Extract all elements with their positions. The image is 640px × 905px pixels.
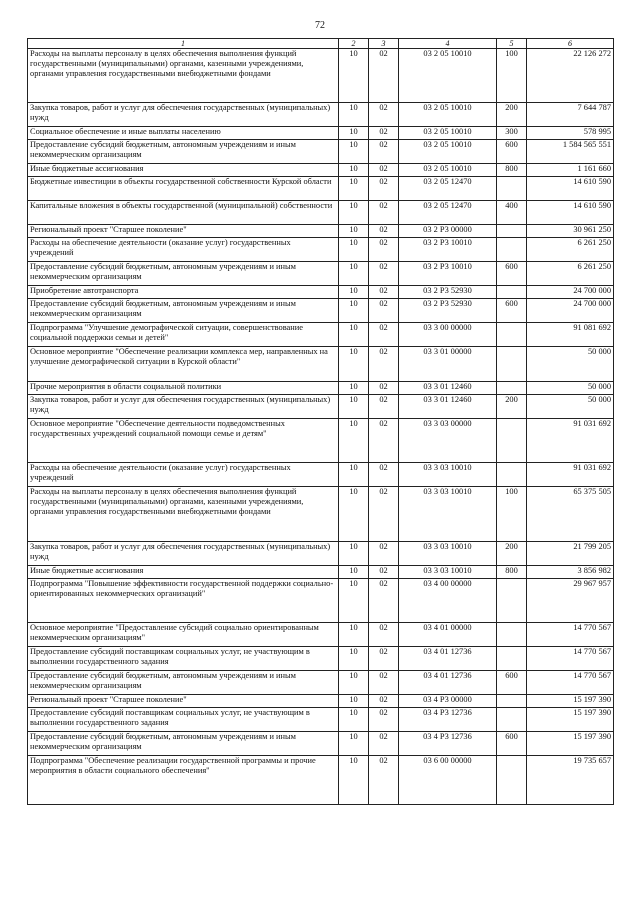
row-expense-type [497, 756, 527, 805]
row-amount: 24 700 000 [527, 286, 614, 299]
row-subsection: 02 [369, 542, 399, 566]
table-row [28, 323, 614, 347]
row-expense-type [497, 579, 527, 623]
row-subsection: 02 [369, 566, 399, 579]
row-target-code: 03 2 05 12470 [399, 201, 497, 225]
table-row [28, 566, 614, 579]
row-subsection: 02 [369, 140, 399, 164]
table-row [28, 542, 614, 566]
row-subsection: 02 [369, 463, 399, 487]
row-section: 10 [339, 323, 369, 347]
row-section: 10 [339, 487, 369, 542]
table-row [28, 225, 614, 238]
row-section: 10 [339, 382, 369, 395]
header-cell: 3 [369, 39, 399, 49]
row-section: 10 [339, 238, 369, 262]
row-name: Предоставление субсидий поставщикам социальных услуг, не участвующим в выполнении государственного задания [28, 708, 339, 732]
row-subsection: 02 [369, 127, 399, 140]
row-expense-type: 600 [497, 732, 527, 756]
row-section: 10 [339, 732, 369, 756]
row-section: 10 [339, 299, 369, 323]
row-section: 10 [339, 127, 369, 140]
row-expense-type [497, 323, 527, 347]
row-amount: 15 197 390 [527, 708, 614, 732]
budget-table [27, 38, 614, 805]
table-row [28, 286, 614, 299]
row-name: Социальное обеспечение и иные выплаты населению [28, 127, 339, 140]
row-amount: 578 995 [527, 127, 614, 140]
row-subsection: 02 [369, 262, 399, 286]
table-row [28, 623, 614, 647]
row-expense-type [497, 177, 527, 201]
row-expense-type: 200 [497, 103, 527, 127]
row-target-code: 03 2 05 12470 [399, 177, 497, 201]
row-name: Расходы на выплаты персоналу в целях обеспечения выполнения функций государственными (муниципальными) органами, казенными учреждениями, органами управления государственными внебюджетными фондами [28, 487, 339, 542]
row-subsection: 02 [369, 695, 399, 708]
row-amount: 19 735 657 [527, 756, 614, 805]
row-section: 10 [339, 419, 369, 463]
row-subsection: 02 [369, 647, 399, 671]
row-amount: 22 126 272 [527, 49, 614, 103]
row-subsection: 02 [369, 347, 399, 382]
row-subsection: 02 [369, 756, 399, 805]
row-section: 10 [339, 140, 369, 164]
table-row [28, 463, 614, 487]
header-cell: 1 [28, 39, 339, 49]
row-target-code: 03 4 01 12736 [399, 671, 497, 695]
row-name: Бюджетные инвестиции в объекты государственной собственности Курской области [28, 177, 339, 201]
row-amount: 14 770 567 [527, 671, 614, 695]
row-section: 10 [339, 395, 369, 419]
table-header-row [28, 39, 614, 49]
row-name: Закупка товаров, работ и услуг для обеспечения государственных (муниципальных) нужд [28, 103, 339, 127]
row-subsection: 02 [369, 732, 399, 756]
row-name: Закупка товаров, работ и услуг для обеспечения государственных (муниципальных) нужд [28, 395, 339, 419]
row-target-code: 03 3 01 12460 [399, 395, 497, 419]
row-name: Закупка товаров, работ и услуг для обеспечения государственных (муниципальных) нужд [28, 542, 339, 566]
row-target-code: 03 4 01 12736 [399, 647, 497, 671]
row-target-code: 03 4 P3 12736 [399, 732, 497, 756]
header-cell: 6 [527, 39, 614, 49]
row-name: Основное мероприятие "Обеспечение реализации комплекса мер, направленных на улучшение демографической ситуации в Курской области" [28, 347, 339, 382]
table-row [28, 140, 614, 164]
row-amount: 24 700 000 [527, 299, 614, 323]
row-name: Основное мероприятие "Обеспечение деятельности подведомственных государственных учреждений социальной помощи семье и детям" [28, 419, 339, 463]
row-expense-type [497, 419, 527, 463]
row-subsection: 02 [369, 177, 399, 201]
row-section: 10 [339, 262, 369, 286]
row-subsection: 02 [369, 671, 399, 695]
table-row [28, 347, 614, 382]
row-subsection: 02 [369, 299, 399, 323]
row-section: 10 [339, 671, 369, 695]
row-name: Предоставление субсидий бюджетным, автономным учреждениям и иным некоммерческим организациям [28, 299, 339, 323]
row-target-code: 03 3 00 00000 [399, 323, 497, 347]
table-row [28, 579, 614, 623]
table-row [28, 708, 614, 732]
row-amount: 29 967 957 [527, 579, 614, 623]
row-target-code: 03 2 P3 00000 [399, 225, 497, 238]
row-target-code: 03 2 05 10010 [399, 164, 497, 177]
row-target-code: 03 3 03 10010 [399, 566, 497, 579]
row-amount: 1 584 565 551 [527, 140, 614, 164]
row-amount: 50 000 [527, 347, 614, 382]
row-amount: 91 031 692 [527, 419, 614, 463]
row-amount: 6 261 250 [527, 262, 614, 286]
row-target-code: 03 3 01 00000 [399, 347, 497, 382]
table-row [28, 647, 614, 671]
row-name: Расходы на обеспечение деятельности (оказание услуг) государственных учреждений [28, 238, 339, 262]
row-section: 10 [339, 708, 369, 732]
table-row [28, 419, 614, 463]
row-name: Подпрограмма "Повышение эффективности государственной поддержки социально-ориентированных некоммерческих организаций" [28, 579, 339, 623]
row-amount: 30 961 250 [527, 225, 614, 238]
row-section: 10 [339, 103, 369, 127]
table-row [28, 695, 614, 708]
row-expense-type [497, 225, 527, 238]
row-expense-type [497, 647, 527, 671]
row-name: Предоставление субсидий бюджетным, автономным учреждениям и иным некоммерческим организациям [28, 671, 339, 695]
row-expense-type [497, 623, 527, 647]
table-row [28, 103, 614, 127]
row-section: 10 [339, 756, 369, 805]
row-expense-type [497, 347, 527, 382]
table-row [28, 238, 614, 262]
table-row [28, 177, 614, 201]
row-subsection: 02 [369, 201, 399, 225]
header-cell: 4 [399, 39, 497, 49]
row-name: Основное мероприятие "Предоставление субсидий социально ориентированным некоммерческим организациям" [28, 623, 339, 647]
row-name: Предоставление субсидий бюджетным, автономным учреждениям и иным некоммерческим организациям [28, 140, 339, 164]
row-amount: 6 261 250 [527, 238, 614, 262]
row-amount: 15 197 390 [527, 695, 614, 708]
row-subsection: 02 [369, 286, 399, 299]
row-name: Прочие мероприятия в области социальной политики [28, 382, 339, 395]
row-target-code: 03 3 03 10010 [399, 487, 497, 542]
row-target-code: 03 4 01 00000 [399, 623, 497, 647]
row-name: Приобретение автотранспорта [28, 286, 339, 299]
row-amount: 1 161 660 [527, 164, 614, 177]
header-cell: 5 [497, 39, 527, 49]
row-expense-type: 800 [497, 164, 527, 177]
row-expense-type: 100 [497, 487, 527, 542]
row-target-code: 03 4 00 00000 [399, 579, 497, 623]
row-section: 10 [339, 225, 369, 238]
table-row [28, 756, 614, 805]
row-amount: 3 856 982 [527, 566, 614, 579]
row-name: Капитальные вложения в объекты государственной (муниципальной) собственности [28, 201, 339, 225]
row-expense-type [497, 382, 527, 395]
row-name: Предоставление субсидий бюджетным, автономным учреждениям и иным некоммерческим организациям [28, 262, 339, 286]
header-cell: 2 [339, 39, 369, 49]
row-expense-type: 800 [497, 566, 527, 579]
table-row [28, 201, 614, 225]
row-subsection: 02 [369, 49, 399, 103]
page-number: 72 [315, 20, 325, 31]
row-expense-type [497, 708, 527, 732]
table-row [28, 299, 614, 323]
row-expense-type: 400 [497, 201, 527, 225]
row-subsection: 02 [369, 395, 399, 419]
table-row [28, 732, 614, 756]
row-target-code: 03 2 P3 10010 [399, 238, 497, 262]
row-target-code: 03 3 03 10010 [399, 542, 497, 566]
row-amount: 14 610 590 [527, 201, 614, 225]
row-target-code: 03 2 05 10010 [399, 103, 497, 127]
row-amount: 50 000 [527, 382, 614, 395]
row-name: Расходы на обеспечение деятельности (оказание услуг) государственных учреждений [28, 463, 339, 487]
row-amount: 15 197 390 [527, 732, 614, 756]
table-row [28, 395, 614, 419]
row-section: 10 [339, 286, 369, 299]
table-row [28, 127, 614, 140]
row-section: 10 [339, 695, 369, 708]
table-row [28, 487, 614, 542]
row-section: 10 [339, 566, 369, 579]
row-amount: 7 644 787 [527, 103, 614, 127]
table-row [28, 262, 614, 286]
row-section: 10 [339, 347, 369, 382]
row-target-code: 03 3 03 10010 [399, 463, 497, 487]
row-target-code: 03 2 05 10010 [399, 127, 497, 140]
row-subsection: 02 [369, 579, 399, 623]
row-subsection: 02 [369, 419, 399, 463]
row-amount: 91 031 692 [527, 463, 614, 487]
row-subsection: 02 [369, 623, 399, 647]
row-amount: 14 610 590 [527, 177, 614, 201]
row-subsection: 02 [369, 382, 399, 395]
row-target-code: 03 2 05 10010 [399, 140, 497, 164]
row-target-code: 03 6 00 00000 [399, 756, 497, 805]
row-amount: 91 081 692 [527, 323, 614, 347]
row-amount: 14 770 567 [527, 647, 614, 671]
row-section: 10 [339, 542, 369, 566]
row-section: 10 [339, 623, 369, 647]
row-subsection: 02 [369, 487, 399, 542]
row-expense-type: 600 [497, 299, 527, 323]
row-subsection: 02 [369, 323, 399, 347]
row-target-code: 03 3 03 00000 [399, 419, 497, 463]
table-row [28, 382, 614, 395]
row-amount: 21 799 205 [527, 542, 614, 566]
row-section: 10 [339, 164, 369, 177]
row-expense-type: 600 [497, 140, 527, 164]
row-name: Предоставление субсидий бюджетным, автономным учреждениям и иным некоммерческим организациям [28, 732, 339, 756]
row-name: Иные бюджетные ассигнования [28, 566, 339, 579]
row-section: 10 [339, 647, 369, 671]
row-expense-type: 200 [497, 395, 527, 419]
row-name: Региональный проект "Старшее поколение" [28, 225, 339, 238]
row-target-code: 03 3 01 12460 [399, 382, 497, 395]
row-section: 10 [339, 177, 369, 201]
row-expense-type [497, 463, 527, 487]
row-target-code: 03 4 P3 12736 [399, 708, 497, 732]
row-subsection: 02 [369, 238, 399, 262]
row-name: Расходы на выплаты персоналу в целях обеспечения выполнения функций государственными (муниципальными) органами, казенными учреждениями, органами управления государственными внебюджетными фондами [28, 49, 339, 103]
row-name: Предоставление субсидий поставщикам социальных услуг, не участвующим в выполнении государственного задания [28, 647, 339, 671]
row-subsection: 02 [369, 225, 399, 238]
row-target-code: 03 4 P3 00000 [399, 695, 497, 708]
row-expense-type: 300 [497, 127, 527, 140]
row-target-code: 03 2 05 10010 [399, 49, 497, 103]
table-row [28, 49, 614, 103]
row-name: Подпрограмма "Улучшение демографической ситуации, совершенствование социальной поддержки семьи и детей" [28, 323, 339, 347]
row-section: 10 [339, 49, 369, 103]
table-row [28, 164, 614, 177]
row-expense-type [497, 238, 527, 262]
row-name: Подпрограмма "Обеспечение реализации государственной программы и прочие мероприятия в области социального обеспечения" [28, 756, 339, 805]
row-amount: 14 770 567 [527, 623, 614, 647]
row-name: Региональный проект "Старшее поколение" [28, 695, 339, 708]
row-name: Иные бюджетные ассигнования [28, 164, 339, 177]
row-section: 10 [339, 201, 369, 225]
row-expense-type: 200 [497, 542, 527, 566]
row-expense-type: 600 [497, 262, 527, 286]
row-section: 10 [339, 463, 369, 487]
row-expense-type [497, 286, 527, 299]
row-subsection: 02 [369, 164, 399, 177]
row-subsection: 02 [369, 103, 399, 127]
row-target-code: 03 2 P3 52930 [399, 299, 497, 323]
row-amount: 50 000 [527, 395, 614, 419]
row-section: 10 [339, 579, 369, 623]
row-target-code: 03 2 P3 10010 [399, 262, 497, 286]
row-expense-type [497, 695, 527, 708]
row-expense-type: 600 [497, 671, 527, 695]
table-row [28, 671, 614, 695]
row-target-code: 03 2 P3 52930 [399, 286, 497, 299]
row-amount: 65 375 505 [527, 487, 614, 542]
row-expense-type: 100 [497, 49, 527, 103]
row-subsection: 02 [369, 708, 399, 732]
